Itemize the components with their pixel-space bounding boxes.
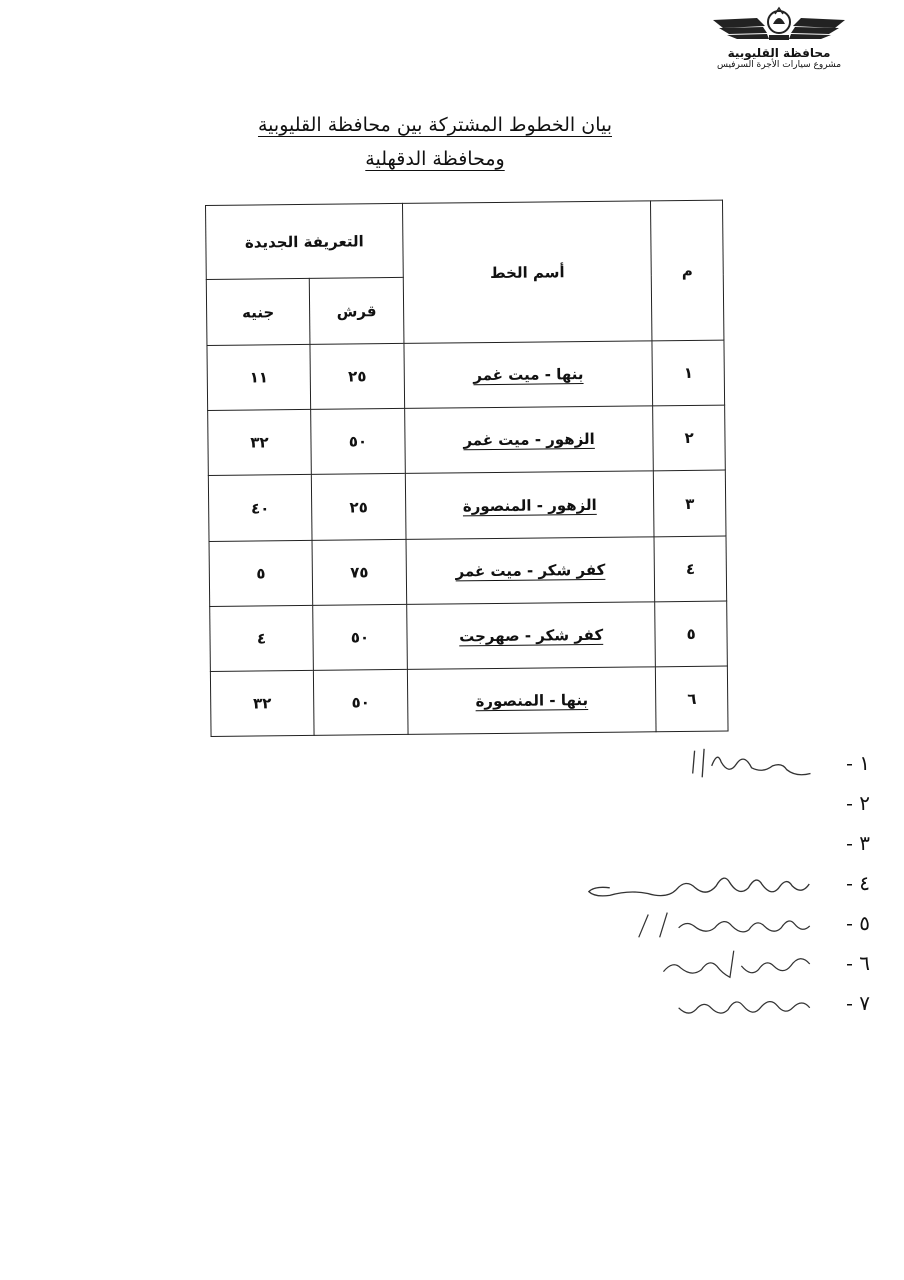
handwritten-signature-icon	[595, 905, 825, 943]
route-name: بنها - المنصورة	[475, 690, 589, 711]
row-geneh: ٤	[210, 605, 314, 671]
signature-row	[550, 985, 880, 1025]
row-geneh: ٥	[209, 540, 313, 606]
route-name: الزهور - المنصورة	[462, 495, 597, 515]
table-row	[209, 536, 727, 607]
row-line	[404, 341, 653, 409]
row-line	[405, 406, 654, 474]
route-name: كفر شكر - صهرجت	[459, 625, 604, 646]
letterhead-governorate: محافظة القليوبية	[727, 46, 831, 60]
signature-number: ٧ -	[846, 991, 870, 1015]
signature-row	[550, 865, 880, 905]
row-geneh: ١١	[207, 345, 311, 411]
handwritten-signature-icon	[625, 745, 825, 783]
table-row	[208, 471, 726, 542]
signature-row	[550, 945, 880, 985]
route-name: بنها - ميت غمر	[473, 365, 584, 385]
row-number: ٣	[654, 471, 726, 537]
row-qirsh: ٥٠	[311, 409, 406, 475]
row-qirsh: ٧٥	[312, 539, 407, 605]
row-geneh: ٣٢	[210, 670, 314, 736]
row-qirsh: ٢٥	[310, 344, 405, 410]
handwritten-signature-icon	[575, 865, 825, 903]
row-line	[407, 601, 656, 669]
row-line	[405, 471, 654, 539]
signature-row	[550, 785, 880, 825]
document-title	[150, 108, 720, 176]
row-number: ١	[652, 340, 724, 406]
header-qirsh: قرش	[309, 278, 404, 345]
signature-number: ٤ -	[846, 871, 870, 895]
letterhead	[704, 6, 854, 72]
row-qirsh: ٢٥	[311, 474, 406, 540]
route-name: الزهور - ميت غمر	[463, 430, 595, 450]
handwritten-signature-icon	[595, 945, 825, 983]
tariff-table	[205, 200, 729, 737]
signature-number: ٢ -	[846, 791, 870, 815]
table-row	[210, 601, 728, 672]
table-row	[210, 666, 728, 737]
row-qirsh: ٥٠	[313, 604, 408, 670]
row-geneh: ٤٠	[208, 475, 312, 541]
row-geneh: ٣٢	[208, 410, 312, 476]
signature-number: ٣ -	[846, 831, 870, 855]
signature-number: ٥ -	[846, 911, 870, 935]
title-line-2: ومحافظة الدقهلية	[365, 148, 505, 170]
row-qirsh: ٥٠	[313, 669, 408, 735]
signature-list	[550, 745, 880, 1045]
table-row	[208, 405, 726, 476]
signature-row	[550, 825, 880, 865]
table-row	[207, 340, 725, 411]
row-line	[406, 536, 655, 604]
table-header-row	[206, 200, 724, 280]
governorate-logo-icon	[709, 6, 849, 46]
row-line	[407, 667, 656, 735]
header-number: م	[651, 200, 724, 341]
handwritten-signature-icon	[595, 985, 825, 1023]
row-number: ٥	[655, 601, 727, 667]
signature-row	[550, 905, 880, 945]
letterhead-project: مشروع سيارات الأجرة السرفيس	[716, 60, 842, 70]
row-number: ٦	[656, 666, 728, 732]
title-line-1: بيان الخطوط المشتركة بين محافظة القليوبية	[257, 114, 612, 136]
header-geneh: جنيه	[206, 279, 310, 346]
signature-number: ٦ -	[846, 951, 870, 975]
route-name: كفر شكر - ميت غمر	[455, 560, 606, 581]
header-line-name: أسم الخط	[402, 201, 652, 344]
signature-number: ١ -	[846, 751, 870, 775]
header-new-tariff: التعريفة الجديدة	[206, 203, 404, 279]
signature-row	[550, 745, 880, 785]
row-number: ٤	[654, 536, 726, 602]
row-number: ٢	[653, 405, 725, 471]
